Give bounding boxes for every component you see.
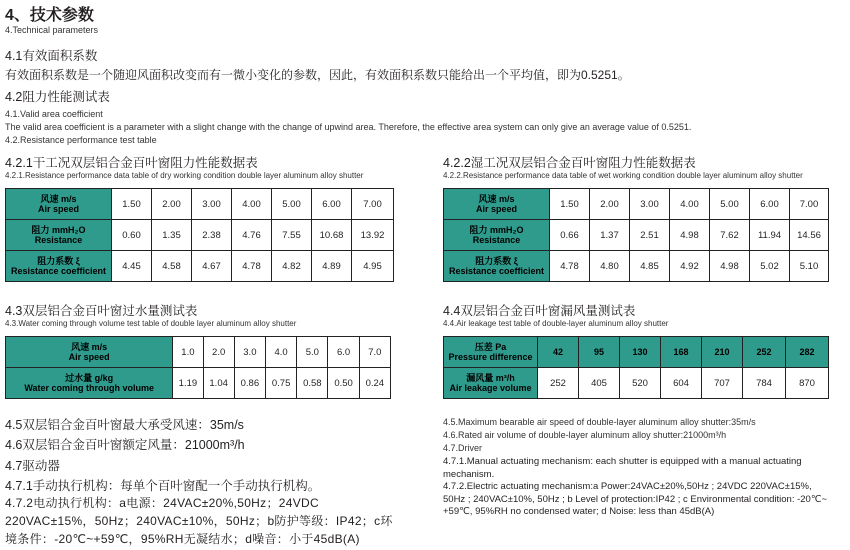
row-header-cn: 漏风量 m³/h <box>466 373 515 383</box>
cn-line-4-7-2: 4.7.2电动执行机构：a电源：24VAC±20%,50Hz；24VDC 220VAC±15%，50Hz；240VAC±10%，50Hz；b防护等级：IP42；c环境条件：-20℃~+59℃，95%RH无凝结水；d噪音：小于45dB(A) <box>5 496 393 546</box>
table-cell: 3.00 <box>192 189 232 220</box>
table-cell: 5.00 <box>272 189 312 220</box>
table-cell: 42 <box>538 337 579 368</box>
cn-line-4-7: 4.7驱动器 <box>5 459 60 473</box>
row-header-en: Resistance coefficient <box>448 266 545 276</box>
table-cell: 2.51 <box>630 220 670 251</box>
row-header-en: Air leakage volume <box>449 383 532 393</box>
table-row <box>6 189 394 220</box>
table-4-4-title: 4.4双层铝合金百叶窗漏风量测试表 <box>443 304 636 318</box>
table-4-4-subtitle: 4.4.Air leakage test table of double-layer aluminum alloy shutter <box>443 319 669 328</box>
table-cell: 130 <box>620 337 661 368</box>
row-header <box>444 251 550 282</box>
table-cell: 4.0 <box>266 337 297 368</box>
table-cell: 1.50 <box>112 189 152 220</box>
row-header <box>6 251 112 282</box>
table-cell: 4.67 <box>192 251 232 282</box>
table-cell: 168 <box>661 337 702 368</box>
row-header <box>444 189 550 220</box>
table-cell: 2.0 <box>203 337 234 368</box>
en-line-2: The valid area coefficient is a parameter with a slight change with the change of upwind area. Therefore, the effective area system can only give an average value of 0.5251. <box>5 122 692 132</box>
table-cell: 4.92 <box>670 251 710 282</box>
table-cell: 604 <box>661 368 702 399</box>
row-header <box>6 337 173 368</box>
table-cell: 3.0 <box>234 337 265 368</box>
table-cell: 707 <box>702 368 743 399</box>
row-header-cn: 风速 m/s <box>71 342 108 352</box>
table-cell: 0.24 <box>359 368 390 399</box>
table-cell: 252 <box>743 337 786 368</box>
table-cell: 2.00 <box>152 189 192 220</box>
table-cell: 1.19 <box>173 368 203 399</box>
cn-line-4-7-1: 4.7.1手动执行机构：每单个百叶窗配一个手动执行机构。 <box>5 479 321 493</box>
en-bottom-4-6: 4.6.Rated air volume of double-layer aluminum alloy shutter:21000m³/h <box>443 430 727 440</box>
en-line-3: 4.2.Resistance performance test table <box>5 135 157 145</box>
row-header-en: Resistance <box>472 235 521 245</box>
section-4-2-title: 4.2阻力性能测试表 <box>5 90 110 104</box>
table-row <box>444 251 829 282</box>
table-cell: 4.78 <box>550 251 590 282</box>
table-row <box>444 189 829 220</box>
table-cell: 4.00 <box>232 189 272 220</box>
row-header-en: Pressure difference <box>448 352 533 362</box>
table-cell: 4.98 <box>710 251 750 282</box>
cn-line-4-6: 4.6双层铝合金百叶窗额定风量：21000m³/h <box>5 438 245 452</box>
page-title: 4、技术参数 <box>5 7 94 24</box>
row-header <box>444 368 538 399</box>
table-cell: 4.85 <box>630 251 670 282</box>
table-4-2-2-subtitle: 4.2.2.Resistance performance data table of wet working condition double layer aluminum alloy shutter <box>443 171 803 180</box>
table-row <box>6 220 394 251</box>
table-cell: 0.75 <box>266 368 297 399</box>
table-cell: 4.76 <box>232 220 272 251</box>
table-cell: 784 <box>743 368 786 399</box>
en-line-1: 4.1.Valid area coefficient <box>5 109 103 119</box>
row-header-en: Air speed <box>68 352 110 362</box>
table-4-2-1-subtitle: 4.2.1.Resistance performance data table of dry working condition double layer aluminum alloy shutter <box>5 171 364 180</box>
row-header <box>6 368 173 399</box>
en-bottom-4-5: 4.5.Maximum bearable air speed of double-layer aluminum alloy shutter:35m/s <box>443 417 756 427</box>
row-header-en: Air speed <box>475 204 517 214</box>
table-cell: 6.0 <box>328 337 359 368</box>
section-4-1-text: 有效面积系数是一个随迎风面积改变而有一微小变化的参数，因此，有效面积系数只能给出一个平均值，即为0.5251。 <box>5 68 630 82</box>
table-cell: 210 <box>702 337 743 368</box>
table-cell: 4.98 <box>670 220 710 251</box>
row-header-en: Resistance <box>34 235 83 245</box>
table-cell: 870 <box>786 368 829 399</box>
row-header-cn: 风速 m/s <box>478 194 515 204</box>
table-cell: 0.50 <box>328 368 359 399</box>
table-cell: 4.58 <box>152 251 192 282</box>
table-cell: 0.58 <box>297 368 328 399</box>
table-cell: 0.66 <box>550 220 590 251</box>
table-cell: 7.0 <box>359 337 390 368</box>
table-cell: 2.38 <box>192 220 232 251</box>
table-cell: 4.89 <box>312 251 352 282</box>
table-row <box>6 251 394 282</box>
table-cell: 95 <box>579 337 620 368</box>
en-bottom-4-7-1: 4.7.1.Manual actuating mechanism: each shutter is equipped with a manual actuating mechanism. <box>443 456 802 480</box>
row-header-cn: 阻力系数 ξ <box>475 256 518 266</box>
table-4-3-subtitle: 4.3.Water coming through volume test table of double layer aluminum alloy shutter <box>5 319 297 328</box>
table-cell: 5.10 <box>790 251 829 282</box>
table-cell: 4.00 <box>670 189 710 220</box>
page-title-en: 4.Technical parameters <box>5 25 99 35</box>
row-header-cn: 风速 m/s <box>40 194 77 204</box>
row-header-en: Resistance coefficient <box>10 266 107 276</box>
row-header-cn: 阻力 mmH₂O <box>31 225 86 235</box>
table-4-2-1 <box>5 188 394 282</box>
row-header-cn: 过水量 g/kg <box>65 373 114 383</box>
table-cell: 7.00 <box>352 189 394 220</box>
table-cell: 13.92 <box>352 220 394 251</box>
table-cell: 4.80 <box>590 251 630 282</box>
table-row <box>6 337 391 368</box>
table-cell: 520 <box>620 368 661 399</box>
table-4-3 <box>5 336 391 399</box>
table-cell: 1.0 <box>173 337 203 368</box>
table-cell: 1.35 <box>152 220 192 251</box>
table-cell: 4.45 <box>112 251 152 282</box>
table-row <box>444 337 829 368</box>
table-4-2-2-title: 4.2.2湿工况双层铝合金百叶窗阻力性能数据表 <box>443 156 696 170</box>
table-cell: 252 <box>538 368 579 399</box>
table-cell: 4.82 <box>272 251 312 282</box>
row-header <box>6 220 112 251</box>
table-4-2-1-title: 4.2.1干工况双层铝合金百叶窗阻力性能数据表 <box>5 156 258 170</box>
table-cell: 1.04 <box>203 368 234 399</box>
table-cell: 1.50 <box>550 189 590 220</box>
table-cell: 1.37 <box>590 220 630 251</box>
row-header-en: Air speed <box>37 204 79 214</box>
en-bottom-4-7-2: 4.7.2.Electric actuating mechanism:a Power:24VAC±20%,50Hz ; 24VDC 220VAC±15%, 50Hz ; 240VAC±10%, 50Hz ; b Level of protection:IP42 ; c Environmental condition: -20℃~ +59℃, 95%RH no condensed water; d Noise: less than 45dB(A) <box>443 481 828 517</box>
row-header-en: Water coming through volume <box>24 383 154 393</box>
table-row <box>444 220 829 251</box>
table-cell: 4.78 <box>232 251 272 282</box>
cn-line-4-5: 4.5双层铝合金百叶窗最大承受风速：35m/s <box>5 418 244 432</box>
table-cell: 5.00 <box>710 189 750 220</box>
row-header <box>444 337 538 368</box>
table-row <box>444 368 829 399</box>
table-cell: 405 <box>579 368 620 399</box>
table-4-4 <box>443 336 829 399</box>
table-4-2-2 <box>443 188 829 282</box>
table-cell: 4.95 <box>352 251 394 282</box>
row-header <box>6 189 112 220</box>
table-cell: 10.68 <box>312 220 352 251</box>
table-cell: 7.55 <box>272 220 312 251</box>
table-cell: 6.00 <box>312 189 352 220</box>
row-header <box>444 220 550 251</box>
en-bottom-4-7: 4.7.Driver <box>443 443 483 453</box>
table-cell: 282 <box>786 337 829 368</box>
table-cell: 5.02 <box>750 251 790 282</box>
table-cell: 5.0 <box>297 337 328 368</box>
row-header-cn: 阻力系数 ξ <box>37 256 80 266</box>
table-cell: 0.60 <box>112 220 152 251</box>
table-cell: 6.00 <box>750 189 790 220</box>
table-cell: 7.00 <box>790 189 829 220</box>
row-header-cn: 压差 Pa <box>474 342 507 352</box>
row-header-cn: 阻力 mmH₂O <box>469 225 524 235</box>
table-cell: 0.86 <box>234 368 265 399</box>
table-4-3-title: 4.3双层铝合金百叶窗过水量测试表 <box>5 304 198 318</box>
table-cell: 11.94 <box>750 220 790 251</box>
table-cell: 7.62 <box>710 220 750 251</box>
table-cell: 14.56 <box>790 220 829 251</box>
table-cell: 3.00 <box>630 189 670 220</box>
table-cell: 2.00 <box>590 189 630 220</box>
table-row <box>6 368 391 399</box>
section-4-1-title: 4.1有效面积系数 <box>5 49 98 63</box>
